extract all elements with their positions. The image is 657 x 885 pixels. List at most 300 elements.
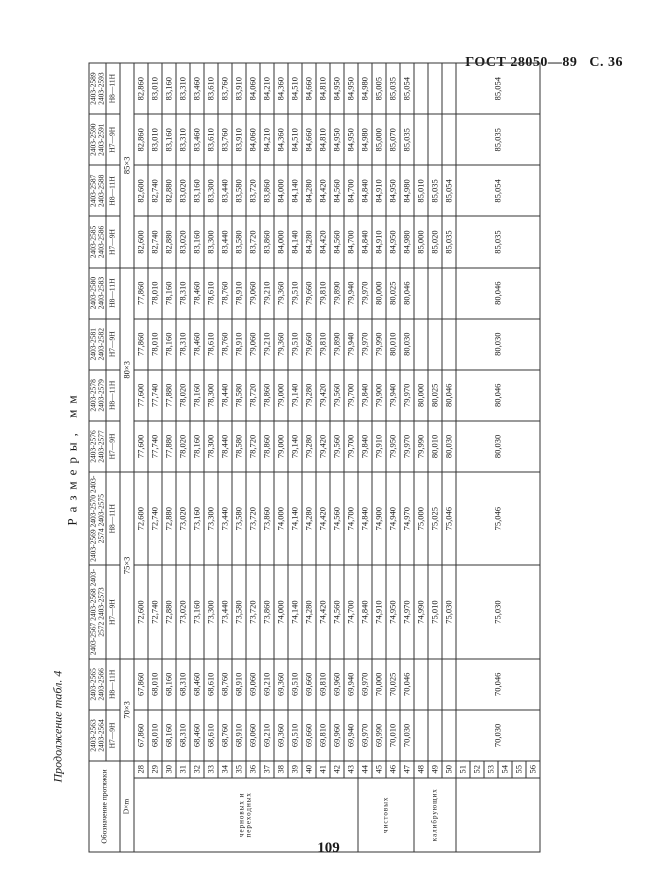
tooth-number: 32 xyxy=(190,761,204,778)
diameter-cell xyxy=(414,268,428,319)
diameter-cell: 83,300 xyxy=(204,165,218,216)
col-fit: Н8—11Н xyxy=(106,472,120,565)
tooth-number: 35 xyxy=(232,761,246,778)
diameter-cell: 69,970 xyxy=(358,659,372,710)
diameter-cell: 72,600 xyxy=(134,565,148,658)
diameter-cell: 77,880 xyxy=(162,370,176,421)
diameter-cell: 83,300 xyxy=(204,216,218,267)
diameter-cell: 79,940 xyxy=(344,319,358,370)
diameter-cell: 85,070 xyxy=(386,114,400,165)
diameter-cell: 68,460 xyxy=(190,659,204,710)
diameter-cell: 74,900 xyxy=(372,472,386,565)
diameter-cell: 82,600 xyxy=(134,165,148,216)
col-fit: Н8—11Н xyxy=(106,370,120,421)
col-fit: Н7—9Н xyxy=(106,319,120,370)
table-row xyxy=(288,63,302,852)
diameter-cell xyxy=(414,114,428,165)
diameter-cell: 77,860 xyxy=(134,268,148,319)
module-group: 75×3 xyxy=(120,472,134,659)
diameter-cell: 72,600 xyxy=(134,472,148,565)
diameter-cell: 73,020 xyxy=(176,565,190,658)
tooth-number: 31 xyxy=(176,761,190,778)
diameter-cell: 85,035 xyxy=(442,216,456,267)
diameter-cell: 73,440 xyxy=(218,472,232,565)
diameter-cell: 73,720 xyxy=(246,565,260,658)
page-number: 109 xyxy=(317,840,340,856)
diameter-cell: 85,000 xyxy=(372,114,386,165)
diameter-cell: 69,990 xyxy=(372,710,386,761)
diameter-cell: 73,440 xyxy=(218,565,232,658)
diameter-cell: 79,840 xyxy=(358,421,372,472)
diameter-cell: 78,440 xyxy=(218,370,232,421)
diameter-cell: 73,580 xyxy=(232,472,246,565)
teeth-group-label: калибрующих xyxy=(414,778,456,852)
diameter-cell: 74,970 xyxy=(400,472,414,565)
diameter-cell: 85,035 xyxy=(428,165,442,216)
col-fit: Н7—9Н xyxy=(106,114,120,165)
diameter-cell: 74,700 xyxy=(344,472,358,565)
rotated-table-block xyxy=(51,63,606,853)
diameter-cell: 69,940 xyxy=(344,710,358,761)
diameter-cell: 68,760 xyxy=(218,659,232,710)
diameter-cell: 79,810 xyxy=(316,268,330,319)
table-row xyxy=(344,63,358,852)
diameter-cell: 79,000 xyxy=(274,421,288,472)
diameter-cell: 78,580 xyxy=(232,370,246,421)
gost-label: ГОСТ 28050—89 xyxy=(465,55,578,70)
diameter-cell: 72,740 xyxy=(148,472,162,565)
diameter-cell: 84,700 xyxy=(344,165,358,216)
diameter-cell: 84,810 xyxy=(316,114,330,165)
diameter-cell: 74,700 xyxy=(344,565,358,658)
tooth-number: 30 xyxy=(162,761,176,778)
diameter-cell xyxy=(442,114,456,165)
name-header: Обозначение протяжки xyxy=(89,761,120,852)
diameter-cell: 79,510 xyxy=(288,268,302,319)
table-row xyxy=(372,63,386,852)
diameter-cell: 84,210 xyxy=(260,114,274,165)
continuation-caption: Продолжение табл. 4 xyxy=(50,670,65,783)
tooth-number: 36 xyxy=(246,761,260,778)
diameter-cell: 84,660 xyxy=(302,63,316,114)
diameter-cell: 83,010 xyxy=(148,114,162,165)
diameter-cell: 84,950 xyxy=(386,165,400,216)
diameter-cell: 69,810 xyxy=(316,659,330,710)
diameter-cell xyxy=(442,63,456,114)
col-designation: 2403-2589 2403-2593 xyxy=(89,63,106,114)
diameter-cell: 80,000 xyxy=(372,268,386,319)
diameter-cell: 82,860 xyxy=(134,63,148,114)
diameter-cell: 84,000 xyxy=(274,216,288,267)
diameter-cell: 84,950 xyxy=(330,114,344,165)
diameter-cell: 83,020 xyxy=(176,216,190,267)
merged-diameter-cell: 85,035 xyxy=(456,114,540,165)
diameter-cell: 70,030 xyxy=(400,710,414,761)
diameter-cell: 70,025 xyxy=(386,659,400,710)
diameter-cell: 84,980 xyxy=(358,114,372,165)
tooth-number: 50 xyxy=(442,761,456,778)
diameter-cell: 78,160 xyxy=(162,319,176,370)
diameter-cell: 84,980 xyxy=(358,63,372,114)
tooth-number: 42 xyxy=(330,761,344,778)
diameter-cell: 78,910 xyxy=(232,319,246,370)
diameter-cell: 78,860 xyxy=(260,370,274,421)
table-row xyxy=(316,63,330,852)
diameter-cell: 73,860 xyxy=(260,565,274,658)
diameter-cell: 69,510 xyxy=(288,710,302,761)
diameter-cell: 85,005 xyxy=(372,63,386,114)
diameter-cell: 83,910 xyxy=(232,63,246,114)
diameter-cell: 82,740 xyxy=(148,216,162,267)
diameter-cell: 69,970 xyxy=(358,710,372,761)
diameter-cell: 74,910 xyxy=(372,565,386,658)
diameter-cell: 84,000 xyxy=(274,165,288,216)
diameter-cell: 73,020 xyxy=(176,472,190,565)
diameter-cell: 73,300 xyxy=(204,472,218,565)
merged-diameter-cell: 80,046 xyxy=(456,370,540,421)
diameter-cell: 73,580 xyxy=(232,565,246,658)
diameter-cell: 73,720 xyxy=(246,472,260,565)
table-row xyxy=(414,63,428,852)
diameter-cell: 69,660 xyxy=(302,710,316,761)
table-row xyxy=(428,63,442,852)
table-row xyxy=(260,63,274,852)
diameter-cell: 84,950 xyxy=(330,63,344,114)
page-label: С. 36 xyxy=(589,55,623,70)
diameter-cell: 77,860 xyxy=(134,319,148,370)
diameter-cell: 74,950 xyxy=(386,565,400,658)
diameter-cell: 78,010 xyxy=(148,268,162,319)
diameter-cell: 79,060 xyxy=(246,319,260,370)
tooth-number: 43 xyxy=(344,761,358,778)
diameter-cell: 74,940 xyxy=(386,472,400,565)
diameter-cell: 79,210 xyxy=(260,268,274,319)
tooth-number: 40 xyxy=(302,761,316,778)
diameter-cell: 82,880 xyxy=(162,165,176,216)
diameter-cell: 84,510 xyxy=(288,114,302,165)
diameter-cell: 79,970 xyxy=(400,421,414,472)
diameter-cell: 79,970 xyxy=(358,268,372,319)
diameter-cell: 77,600 xyxy=(134,370,148,421)
table-row xyxy=(456,63,470,852)
diameter-cell: 69,210 xyxy=(260,659,274,710)
diameter-cell: 83,580 xyxy=(232,216,246,267)
diameter-cell xyxy=(442,268,456,319)
diameter-cell: 85,054 xyxy=(442,165,456,216)
diameter-cell: 74,420 xyxy=(316,565,330,658)
diameter-cell: 84,950 xyxy=(344,63,358,114)
merged-diameter-cell: 80,030 xyxy=(456,421,540,472)
diameter-cell: 83,440 xyxy=(218,165,232,216)
diameter-cell: 79,280 xyxy=(302,370,316,421)
col-designation: 2403-2585 2403-2586 xyxy=(89,216,106,267)
col-fit: Н8—11Н xyxy=(106,63,120,114)
table-row xyxy=(302,63,316,852)
diameter-cell: 82,860 xyxy=(134,114,148,165)
diameter-cell xyxy=(428,63,442,114)
diameter-cell: 83,310 xyxy=(176,63,190,114)
col-designation: 2403-2576 2403-2577 xyxy=(89,421,106,472)
diameter-cell: 68,010 xyxy=(148,710,162,761)
diameter-cell: 84,980 xyxy=(400,216,414,267)
diameter-cell xyxy=(428,319,442,370)
diameter-cell: 68,160 xyxy=(162,659,176,710)
diameter-cell: 68,610 xyxy=(204,710,218,761)
diameter-cell: 78,460 xyxy=(190,319,204,370)
diameter-cell: 78,300 xyxy=(204,370,218,421)
diameter-cell: 74,280 xyxy=(302,565,316,658)
diameter-cell: 77,880 xyxy=(162,421,176,472)
diameter-cell: 79,660 xyxy=(302,268,316,319)
diameter-cell xyxy=(442,659,456,710)
col-fit: Н8—11Н xyxy=(106,268,120,319)
diameter-cell: 79,210 xyxy=(260,319,274,370)
diameter-cell: 85,035 xyxy=(386,63,400,114)
table-row xyxy=(246,63,260,852)
tooth-number: 34 xyxy=(218,761,232,778)
diameter-cell: 79,990 xyxy=(372,319,386,370)
diameter-cell: 78,160 xyxy=(190,370,204,421)
col-designation: 2403-2567 2403-2568 2403-2572 2403-2573 xyxy=(89,565,106,658)
col-designation: 2403-2581 2403-2582 xyxy=(89,319,106,370)
diameter-cell: 82,880 xyxy=(162,216,176,267)
diameter-cell: 84,980 xyxy=(400,165,414,216)
diameter-cell: 74,560 xyxy=(330,565,344,658)
diameter-cell: 83,010 xyxy=(148,63,162,114)
diameter-cell: 83,760 xyxy=(218,63,232,114)
table-body xyxy=(134,63,540,852)
diameter-cell: 75,046 xyxy=(442,472,456,565)
tooth-number: 55 xyxy=(512,761,526,778)
diameter-cell: 84,140 xyxy=(288,165,302,216)
module-group: 85×3 xyxy=(120,63,134,268)
diameter-cell: 83,720 xyxy=(246,216,260,267)
diameter-cell: 69,060 xyxy=(246,710,260,761)
diameter-cell: 79,700 xyxy=(344,421,358,472)
diameter-cell: 74,280 xyxy=(302,472,316,565)
diameter-cell: 69,360 xyxy=(274,659,288,710)
diameter-cell: 83,440 xyxy=(218,216,232,267)
tooth-number: 47 xyxy=(400,761,414,778)
diameter-cell: 78,610 xyxy=(204,268,218,319)
diameter-cell xyxy=(414,319,428,370)
diameter-cell: 68,310 xyxy=(176,659,190,710)
diameter-cell: 79,000 xyxy=(274,370,288,421)
col-designation: 2403-2563 2403-2564 xyxy=(89,710,106,761)
diameter-cell: 83,460 xyxy=(190,114,204,165)
diameter-cell: 84,700 xyxy=(344,216,358,267)
table-row xyxy=(134,63,148,852)
table-row xyxy=(442,63,456,852)
diameter-cell: 78,310 xyxy=(176,319,190,370)
diameter-cell: 78,160 xyxy=(190,421,204,472)
module-group: 70×3 xyxy=(120,659,134,761)
diameter-cell: 83,910 xyxy=(232,114,246,165)
diameter-cell: 84,910 xyxy=(372,216,386,267)
diameter-cell xyxy=(414,63,428,114)
diameter-cell: 84,810 xyxy=(316,63,330,114)
table-row xyxy=(386,63,400,852)
diameter-cell: 79,910 xyxy=(372,421,386,472)
diameter-cell: 69,960 xyxy=(330,710,344,761)
diameter-cell: 74,990 xyxy=(414,565,428,658)
diameter-cell: 80,046 xyxy=(442,370,456,421)
diameter-cell: 74,000 xyxy=(274,565,288,658)
diameter-cell: 79,280 xyxy=(302,421,316,472)
diameter-cell: 84,560 xyxy=(330,165,344,216)
diameter-cell: 70,000 xyxy=(372,659,386,710)
diameter-cell: 74,000 xyxy=(274,472,288,565)
dimensions-table xyxy=(89,63,541,853)
diameter-cell: 80,030 xyxy=(400,319,414,370)
diameter-cell: 80,010 xyxy=(428,421,442,472)
diameter-cell: 75,025 xyxy=(428,472,442,565)
diameter-cell: 79,990 xyxy=(414,421,428,472)
dn-header: D×m xyxy=(120,761,134,852)
diameter-cell: 84,060 xyxy=(246,114,260,165)
merged-diameter-cell: 80,046 xyxy=(456,268,540,319)
diameter-cell: 68,460 xyxy=(190,710,204,761)
diameter-cell: 74,970 xyxy=(400,565,414,658)
diameter-cell: 79,700 xyxy=(344,370,358,421)
diameter-cell: 84,840 xyxy=(358,165,372,216)
diameter-cell: 75,010 xyxy=(428,565,442,658)
tooth-number: 53 xyxy=(484,761,498,778)
diameter-cell: 83,760 xyxy=(218,114,232,165)
diameter-cell: 79,940 xyxy=(344,268,358,319)
diameter-cell xyxy=(428,268,442,319)
diameter-cell: 68,310 xyxy=(176,710,190,761)
diameter-cell: 78,310 xyxy=(176,268,190,319)
tooth-number: 49 xyxy=(428,761,442,778)
col-designation: 2403-2580 2403-2583 xyxy=(89,268,106,319)
diameter-cell: 79,420 xyxy=(316,370,330,421)
diameter-cell: 73,860 xyxy=(260,472,274,565)
merged-diameter-cell: 75,030 xyxy=(456,565,540,658)
diameter-cell: 78,610 xyxy=(204,319,218,370)
diameter-cell: 80,025 xyxy=(386,268,400,319)
section-title: Размеры, мм xyxy=(64,389,80,526)
diameter-cell xyxy=(414,659,428,710)
diameter-cell: 74,560 xyxy=(330,472,344,565)
tooth-number: 41 xyxy=(316,761,330,778)
diameter-cell: 68,910 xyxy=(232,710,246,761)
col-fit: Н8—11Н xyxy=(106,659,120,710)
diameter-cell: 83,610 xyxy=(204,114,218,165)
diameter-cell xyxy=(414,710,428,761)
diameter-cell: 78,580 xyxy=(232,421,246,472)
diameter-cell: 84,910 xyxy=(372,165,386,216)
diameter-cell: 80,000 xyxy=(414,370,428,421)
table-row xyxy=(274,63,288,852)
col-fit: Н7—9Н xyxy=(106,216,120,267)
diameter-cell: 84,950 xyxy=(386,216,400,267)
table-row xyxy=(162,63,176,852)
diameter-cell: 69,060 xyxy=(246,659,260,710)
diameter-cell: 70,046 xyxy=(400,659,414,710)
diameter-cell: 74,840 xyxy=(358,472,372,565)
diameter-cell: 79,510 xyxy=(288,319,302,370)
col-designation: 2403-2578 2403-2579 xyxy=(89,370,106,421)
tooth-number: 28 xyxy=(134,761,148,778)
table-row xyxy=(330,63,344,852)
diameter-cell: 69,510 xyxy=(288,659,302,710)
diameter-cell: 79,360 xyxy=(274,268,288,319)
table-row xyxy=(358,63,372,852)
diameter-cell: 84,280 xyxy=(302,165,316,216)
table-row xyxy=(218,63,232,852)
diameter-cell: 79,810 xyxy=(316,319,330,370)
col-fit: Н7—9Н xyxy=(106,710,120,761)
diameter-cell: 84,510 xyxy=(288,63,302,114)
diameter-cell: 83,610 xyxy=(204,63,218,114)
diameter-cell: 82,740 xyxy=(148,165,162,216)
diameter-cell: 79,140 xyxy=(288,421,302,472)
diameter-cell: 79,360 xyxy=(274,319,288,370)
diameter-cell: 70,010 xyxy=(386,710,400,761)
diameter-cell: 69,210 xyxy=(260,710,274,761)
diameter-cell: 72,880 xyxy=(162,472,176,565)
merged-diameter-cell: 85,054 xyxy=(456,63,540,114)
table-row xyxy=(176,63,190,852)
diameter-cell: 78,760 xyxy=(218,319,232,370)
diameter-cell: 85,010 xyxy=(414,165,428,216)
diameter-cell: 84,140 xyxy=(288,216,302,267)
diameter-cell: 73,300 xyxy=(204,565,218,658)
diameter-cell xyxy=(428,659,442,710)
diameter-cell: 78,010 xyxy=(148,319,162,370)
diameter-cell: 78,440 xyxy=(218,421,232,472)
merged-diameter-cell: 75,046 xyxy=(456,472,540,565)
diameter-cell: 69,960 xyxy=(330,659,344,710)
diameter-cell: 79,940 xyxy=(386,370,400,421)
tooth-number: 45 xyxy=(372,761,386,778)
diameter-cell: 79,890 xyxy=(330,319,344,370)
diameter-cell: 83,160 xyxy=(190,216,204,267)
diameter-cell: 79,970 xyxy=(400,370,414,421)
col-fit: Н8—11Н xyxy=(106,165,120,216)
diameter-cell: 77,740 xyxy=(148,421,162,472)
diameter-cell: 83,860 xyxy=(260,216,274,267)
col-fit: Н7—9Н xyxy=(106,421,120,472)
tooth-number: 39 xyxy=(288,761,302,778)
diameter-cell: 68,160 xyxy=(162,710,176,761)
tooth-number: 29 xyxy=(148,761,162,778)
tooth-number: 38 xyxy=(274,761,288,778)
tooth-number: 33 xyxy=(204,761,218,778)
tooth-number: 44 xyxy=(358,761,372,778)
diameter-cell: 73,160 xyxy=(190,472,204,565)
tooth-number: 48 xyxy=(414,761,428,778)
col-designation: 2403-2569 2403-2570 2403-2574 2403-2575 xyxy=(89,472,106,565)
diameter-cell: 77,600 xyxy=(134,421,148,472)
diameter-cell: 78,020 xyxy=(176,370,190,421)
teeth-group-label: чистовых xyxy=(358,778,414,852)
diameter-cell: 84,280 xyxy=(302,216,316,267)
diameter-cell: 80,010 xyxy=(386,319,400,370)
diameter-cell: 85,035 xyxy=(400,114,414,165)
diameter-cell: 85,000 xyxy=(414,216,428,267)
diameter-cell: 79,890 xyxy=(330,268,344,319)
diameter-cell: 79,060 xyxy=(246,268,260,319)
diameter-cell: 78,020 xyxy=(176,421,190,472)
diameter-cell: 73,160 xyxy=(190,565,204,658)
diameter-cell: 78,460 xyxy=(190,268,204,319)
diameter-cell: 84,420 xyxy=(316,165,330,216)
diameter-cell: 84,360 xyxy=(274,63,288,114)
table-row xyxy=(232,63,246,852)
col-designation: 2403-2587 2403-2588 xyxy=(89,165,106,216)
